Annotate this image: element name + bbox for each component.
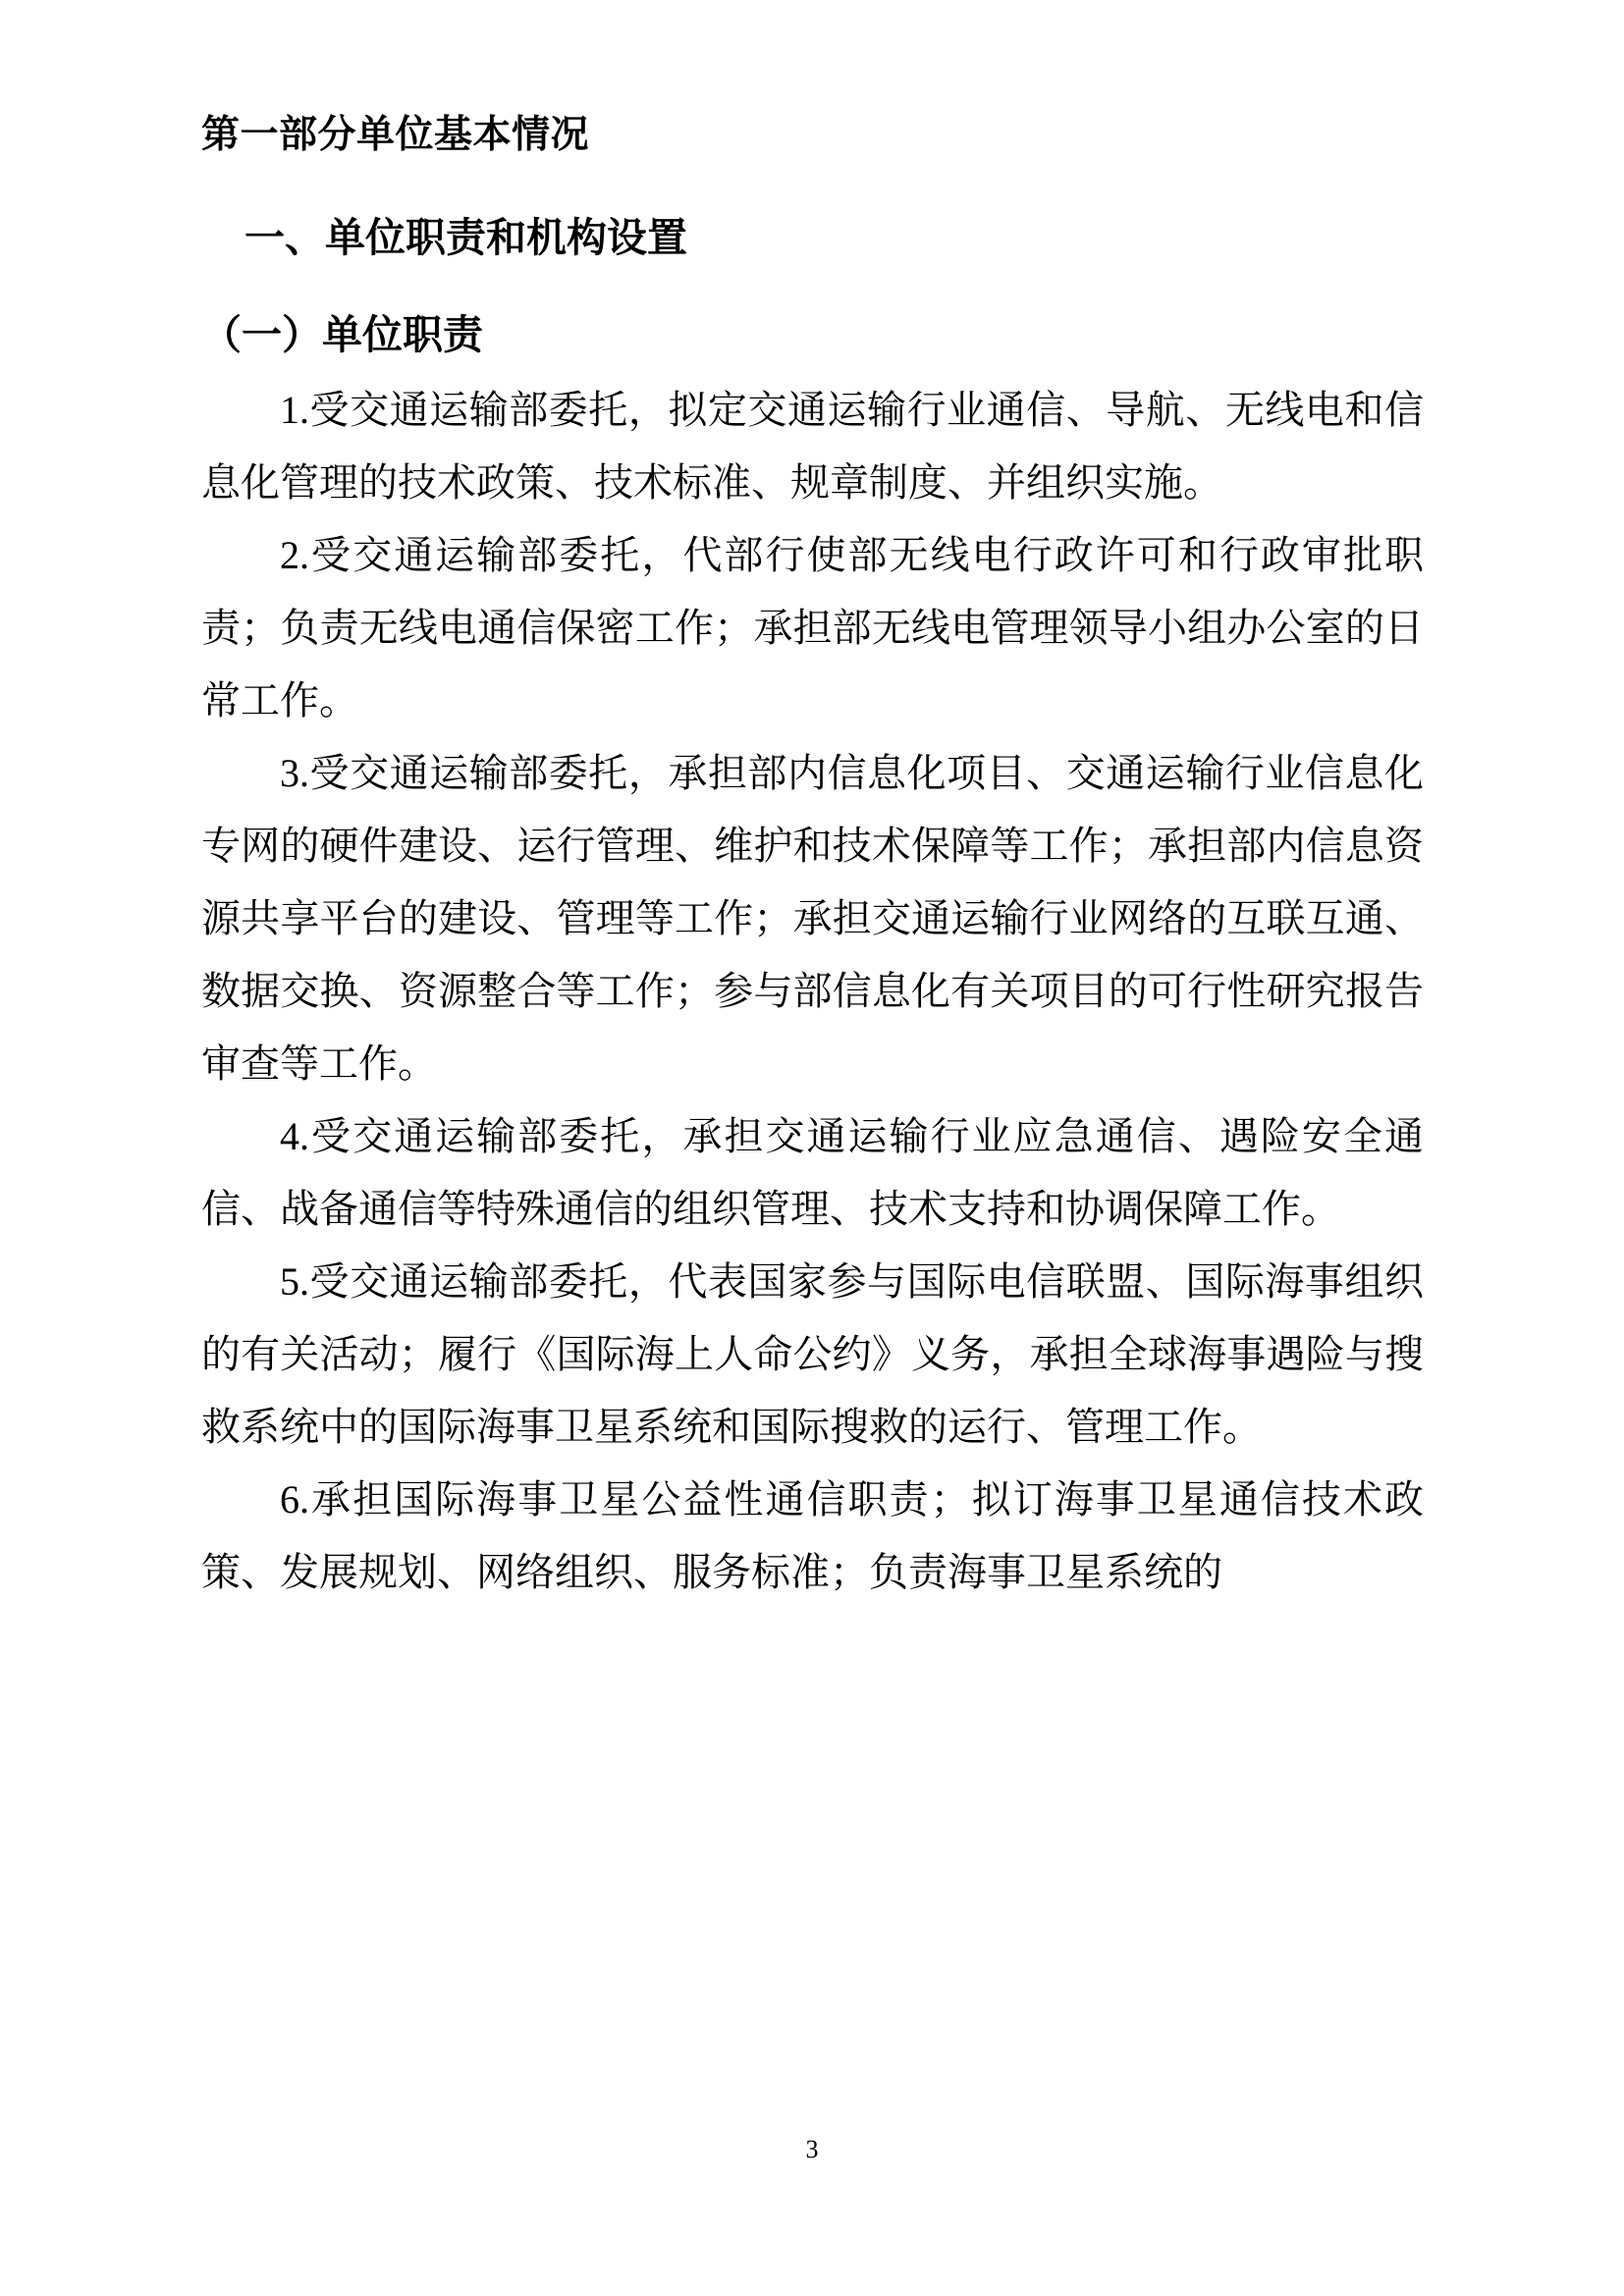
subsection-heading: （一）单位职责 <box>201 311 483 357</box>
duty-item-6: 6.承担国际海事卫星公益性通信职责；拟订海事卫星通信技术政策、发展规划、网络组织、服务标准；负责海事卫星系统的 <box>201 1477 1424 1595</box>
duty-item-5: 5.受交通运输部委托，代表国家参与国际电信联盟、国际海事组织的有关活动；履行《国际海上人命公约》义务，承担全球海事遇险与搜救系统中的国际海事卫星系统和国际搜救的运行、管理工作。 <box>201 1259 1424 1450</box>
duty-item-1: 1.受交通运输部委托，拟定交通运输行业通信、导航、无线电和信息化管理的技术政策、技术标准、规章制度、并组织实施。 <box>201 388 1424 506</box>
page-content <box>201 116 1424 1609</box>
section-heading: 一、单位职责和机构设置 <box>244 214 687 260</box>
page-number: 3 <box>805 2135 819 2163</box>
duty-item-4: 4.受交通运输部委托，承担交通运输行业应急通信、遇险安全通信、战备通信等特殊通信的组织管理、技术支持和协调保障工作。 <box>201 1114 1424 1232</box>
duty-item-2: 2.受交通运输部委托，代部行使部无线电行政许可和行政审批职责；负责无线电通信保密工作；承担部无线电管理领导小组办公室的日常工作。 <box>201 533 1424 723</box>
part-heading: 第一部分单位基本情况 <box>201 114 590 156</box>
duty-item-3: 3.受交通运输部委托，承担部内信息化项目、交通运输行业信息化专网的硬件建设、运行管理、维护和技术保障等工作；承担部内信息资源共享平台的建设、管理等工作；承担交通运输行业网络的互联互通、数据交换、资源整合等工作；参与部信息化有关项目的可行性研究报告审查等工作。 <box>201 751 1424 1087</box>
